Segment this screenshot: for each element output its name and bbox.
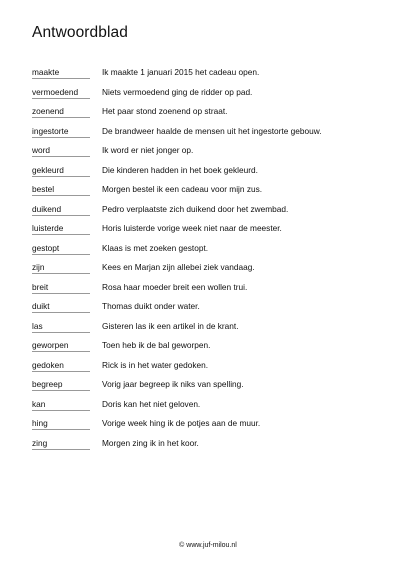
answer-row bbox=[0, 144, 416, 164]
answer-row bbox=[0, 339, 416, 359]
answer-word: kan bbox=[32, 398, 46, 409]
answer-sentence: Horis luisterde vorige week niet naar de meester. bbox=[102, 223, 282, 233]
answer-row bbox=[0, 183, 416, 203]
answer-word: luisterde bbox=[32, 223, 64, 233]
answer-underline bbox=[32, 98, 90, 99]
answer-row bbox=[0, 203, 416, 223]
answer-underline bbox=[32, 117, 90, 118]
answer-row bbox=[0, 222, 416, 242]
answer-underline bbox=[32, 312, 90, 313]
answer-underline bbox=[32, 449, 90, 450]
answer-sentence: Ik maakte 1 januari 2015 het cadeau open. bbox=[102, 67, 260, 77]
answer-underline bbox=[32, 273, 90, 274]
answer-sentence: Vorige week hing ik de potjes aan de muur. bbox=[102, 418, 261, 428]
answer-row bbox=[0, 398, 416, 418]
answer-row bbox=[0, 125, 416, 145]
answer-sentence: Thomas duikt onder water. bbox=[102, 301, 200, 311]
answer-underline bbox=[32, 293, 90, 294]
answer-sentence: Toen heb ik de bal geworpen. bbox=[102, 340, 211, 350]
answer-list bbox=[0, 66, 416, 456]
answer-underline bbox=[32, 254, 90, 255]
answer-row bbox=[0, 66, 416, 86]
answer-underline bbox=[32, 176, 90, 177]
answer-word: bestel bbox=[32, 184, 55, 194]
answer-word: maakte bbox=[32, 67, 60, 77]
answer-sentence: Rick is in het water gedoken. bbox=[102, 359, 209, 370]
answer-word: duikt bbox=[32, 301, 50, 311]
answer-underline bbox=[32, 332, 90, 333]
answer-sentence: Ik word er niet jonger op. bbox=[102, 145, 194, 155]
answer-sentence: Gisteren las ik een artikel in de krant. bbox=[102, 320, 239, 331]
answer-sentence: Het paar stond zoenend op straat. bbox=[102, 106, 228, 116]
answer-underline bbox=[32, 390, 90, 391]
answer-sentence: Vorig jaar begreep ik niks van spelling. bbox=[102, 379, 244, 389]
answer-sentence: Morgen zing ik in het koor. bbox=[102, 437, 199, 448]
answer-underline bbox=[32, 371, 90, 372]
answer-row bbox=[0, 261, 416, 281]
answer-row bbox=[0, 300, 416, 320]
answer-word: gestopt bbox=[32, 242, 60, 253]
answer-row bbox=[0, 378, 416, 398]
answer-sentence: Kees en Marjan zijn allebei ziek vandaag. bbox=[102, 262, 255, 272]
answer-word: zing bbox=[32, 437, 48, 448]
answer-word: vermoedend bbox=[32, 86, 79, 97]
answer-word: hing bbox=[32, 418, 48, 428]
answer-word: gedoken bbox=[32, 359, 64, 370]
answer-word: gekleurd bbox=[32, 164, 64, 175]
answer-underline bbox=[32, 195, 90, 196]
answer-word: geworpen bbox=[32, 340, 69, 350]
answer-sentence: Morgen bestel ik een cadeau voor mijn zus. bbox=[102, 184, 263, 194]
answer-underline bbox=[32, 215, 90, 216]
answer-sentence: Pedro verplaatste zich duikend door het zwembad. bbox=[102, 203, 289, 214]
answer-row bbox=[0, 242, 416, 262]
answer-underline bbox=[32, 410, 90, 411]
answer-row bbox=[0, 359, 416, 379]
answer-sentence: Die kinderen hadden in het boek gekleurd. bbox=[102, 164, 258, 175]
page-title: Antwoordblad bbox=[32, 24, 128, 41]
answer-word: zoenend bbox=[32, 106, 64, 116]
answer-underline bbox=[32, 351, 90, 352]
footer-copyright: © www.juf-milou.nl bbox=[179, 542, 237, 549]
answer-sentence: Klaas is met zoeken gestopt. bbox=[102, 242, 209, 253]
answer-sentence: Rosa haar moeder breit een wollen trui. bbox=[102, 281, 248, 292]
answer-word: begreep bbox=[32, 379, 63, 389]
answer-row bbox=[0, 164, 416, 184]
answer-word: las bbox=[32, 320, 43, 331]
answer-row bbox=[0, 417, 416, 437]
answer-word: duikend bbox=[32, 203, 62, 214]
answer-row bbox=[0, 86, 416, 106]
answer-sentence: Doris kan het niet geloven. bbox=[102, 398, 201, 409]
answer-word: zijn bbox=[32, 262, 45, 272]
answer-underline bbox=[32, 156, 90, 157]
answer-underline bbox=[32, 137, 90, 138]
answer-word: breit bbox=[32, 281, 49, 292]
answer-row bbox=[0, 320, 416, 340]
answer-underline bbox=[32, 234, 90, 235]
answer-sentence: De brandweer haalde de mensen uit het ingestorte gebouw. bbox=[102, 125, 322, 136]
answer-row bbox=[0, 437, 416, 457]
answer-row bbox=[0, 105, 416, 125]
answer-sentence: Niets vermoedend ging de ridder op pad. bbox=[102, 86, 253, 97]
answer-underline bbox=[32, 78, 90, 79]
answer-word: ingestorte bbox=[32, 125, 69, 136]
answer-word: word bbox=[32, 145, 50, 155]
answer-underline bbox=[32, 429, 90, 430]
answer-row bbox=[0, 281, 416, 301]
